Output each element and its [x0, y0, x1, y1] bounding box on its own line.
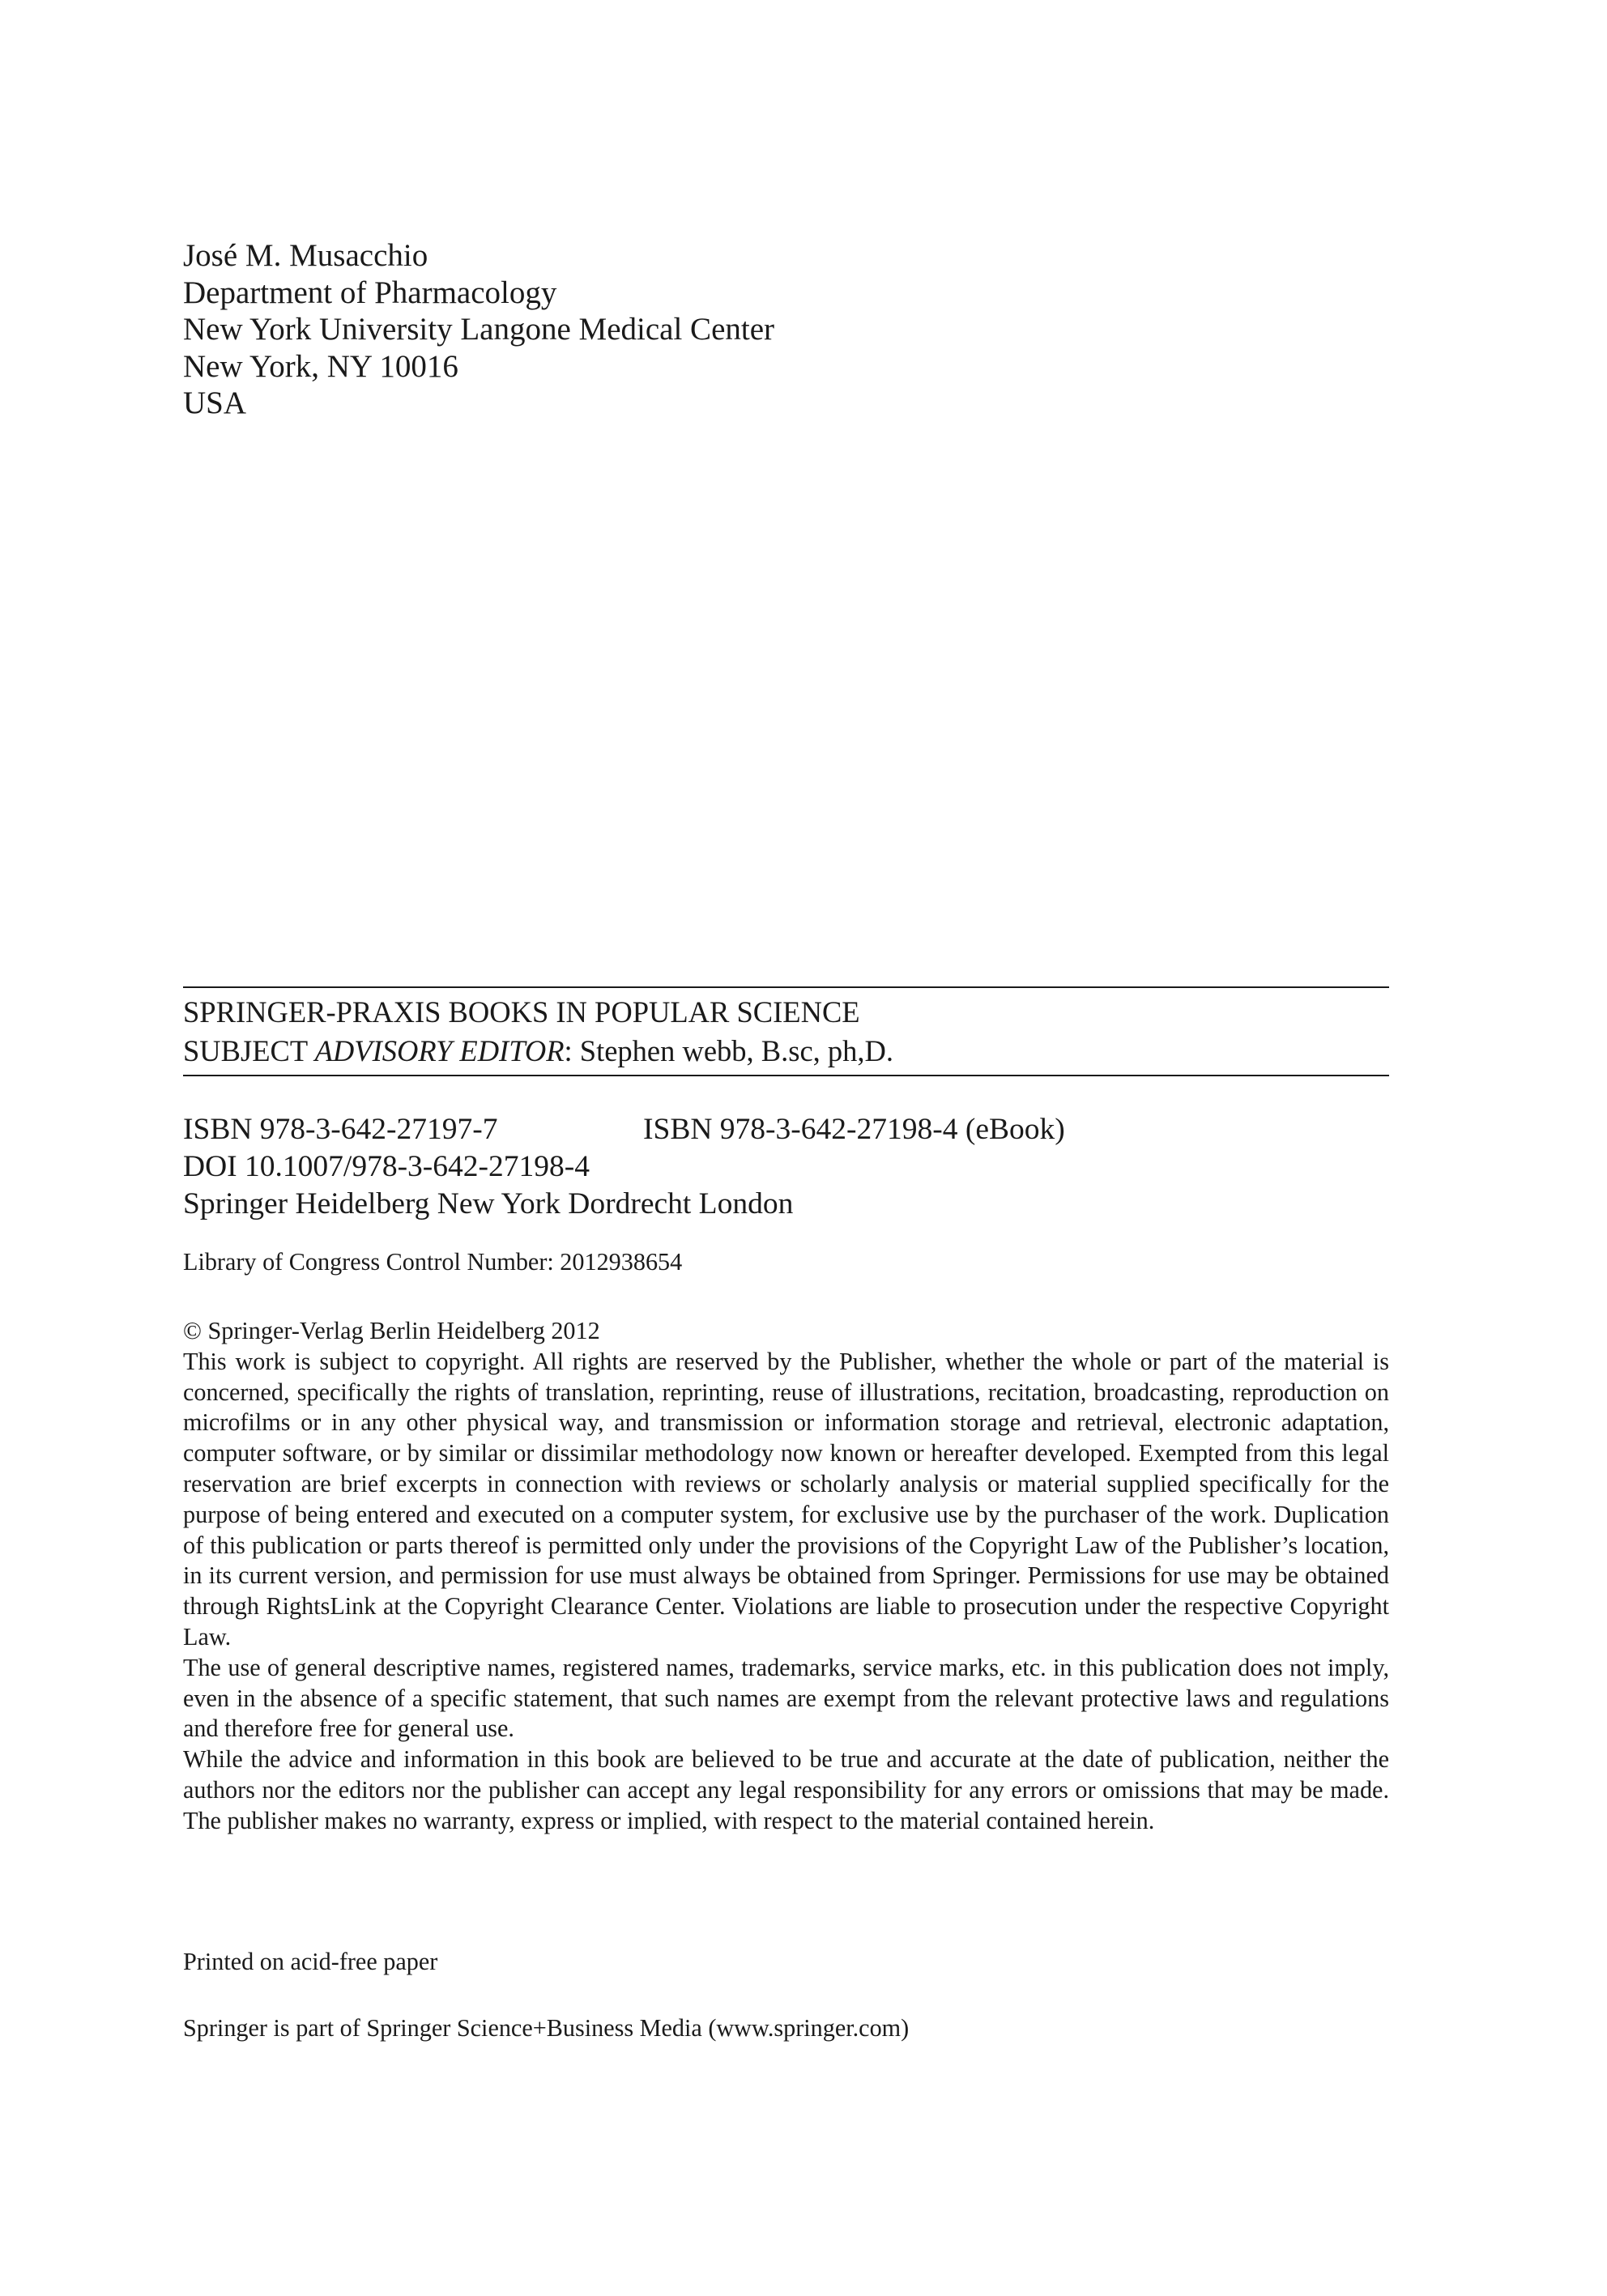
series-subject-prefix: SUBJECT — [183, 1034, 315, 1067]
series-advisory-editor — [183, 1032, 1389, 1071]
author-address — [183, 237, 1398, 422]
series-info — [183, 993, 1389, 1071]
library-of-congress-number: Library of Congress Control Number: 2012938654 — [183, 1248, 683, 1276]
copyright-names-paragraph: The use of general descriptive names, registered names, trademarks, service marks, etc. in this publication does not imply, even in the absence of a specific statement, that such names are exempt from the relevant protective laws and regulations and therefore free for general use. — [183, 1653, 1389, 1743]
author-city: New York, NY 10016 — [183, 348, 458, 384]
series-title: SPRINGER-PRAXIS BOOKS IN POPULAR SCIENCE — [183, 995, 860, 1029]
doi: DOI 10.1007/978-3-642-27198-4 — [183, 1150, 590, 1183]
copyright-rights-paragraph: This work is subject to copyright. All rights are reserved by the Publisher, whether the whole or part of the material is concerned, specifically the rights of translation, reprinting, reuse of illustrations, recitation, broadcasting, reproduction on microfilms or in any other physical way, and transmission or information storage and retrieval, electronic adaptation, computer software, or by similar or dissimilar methodology now known or hereafter developed. Exempted from this legal reservation are brief excerpts in connection with reviews or scholarly analysis or material supplied specifically for the purpose of being entered and executed on a computer system, for exclusive use by the purchaser of the work. Duplication of this publication or parts thereof is permitted only under the provisions of the Copyright Law of the Publisher’s location, in its current version, and permission for use must always be obtained from Springer. Permissions for use may be obtained through RightsLink at the Copyright Clearance Center. Violations are liable to prosecution under the respective Copyright Law. — [183, 1347, 1389, 1651]
publisher-locations: Springer Heidelberg New York Dordrecht London — [183, 1187, 794, 1220]
author-name: José M. Musacchio — [183, 238, 428, 273]
series-top-divider — [183, 986, 1389, 988]
author-institution: New York University Langone Medical Center — [183, 312, 775, 347]
series-advisory-value: : Stephen webb, B.sc, ph,D. — [564, 1034, 894, 1067]
isbn-ebook: ISBN 978-3-642-27198-4 (eBook) — [643, 1113, 1065, 1146]
isbn-print: ISBN 978-3-642-27197-7 — [183, 1113, 498, 1146]
series-advisory-label: ADVISORY EDITOR — [314, 1034, 565, 1067]
springer-note: Springer is part of Springer Science+Business Media (www.springer.com) — [183, 2014, 910, 2042]
isbn-row — [183, 1111, 1389, 1148]
copyright-section — [183, 1316, 1389, 1837]
series-bottom-divider — [183, 1075, 1389, 1076]
printed-note: Printed on acid-free paper — [183, 1948, 438, 1975]
publication-info — [183, 1111, 1389, 1223]
author-department: Department of Pharmacology — [183, 275, 557, 310]
author-country: USA — [183, 386, 247, 420]
copyright-notice: © Springer-Verlag Berlin Heidelberg 2012 — [183, 1317, 600, 1344]
copyright-disclaimer-paragraph: While the advice and information in this book are believed to be true and accurate at the date of publication, neither the authors nor the editors nor the publisher can accept any legal responsibility for any errors or omissions that may be made. The publisher makes no warranty, express or implied, with respect to the material contained herein. — [183, 1745, 1389, 1834]
